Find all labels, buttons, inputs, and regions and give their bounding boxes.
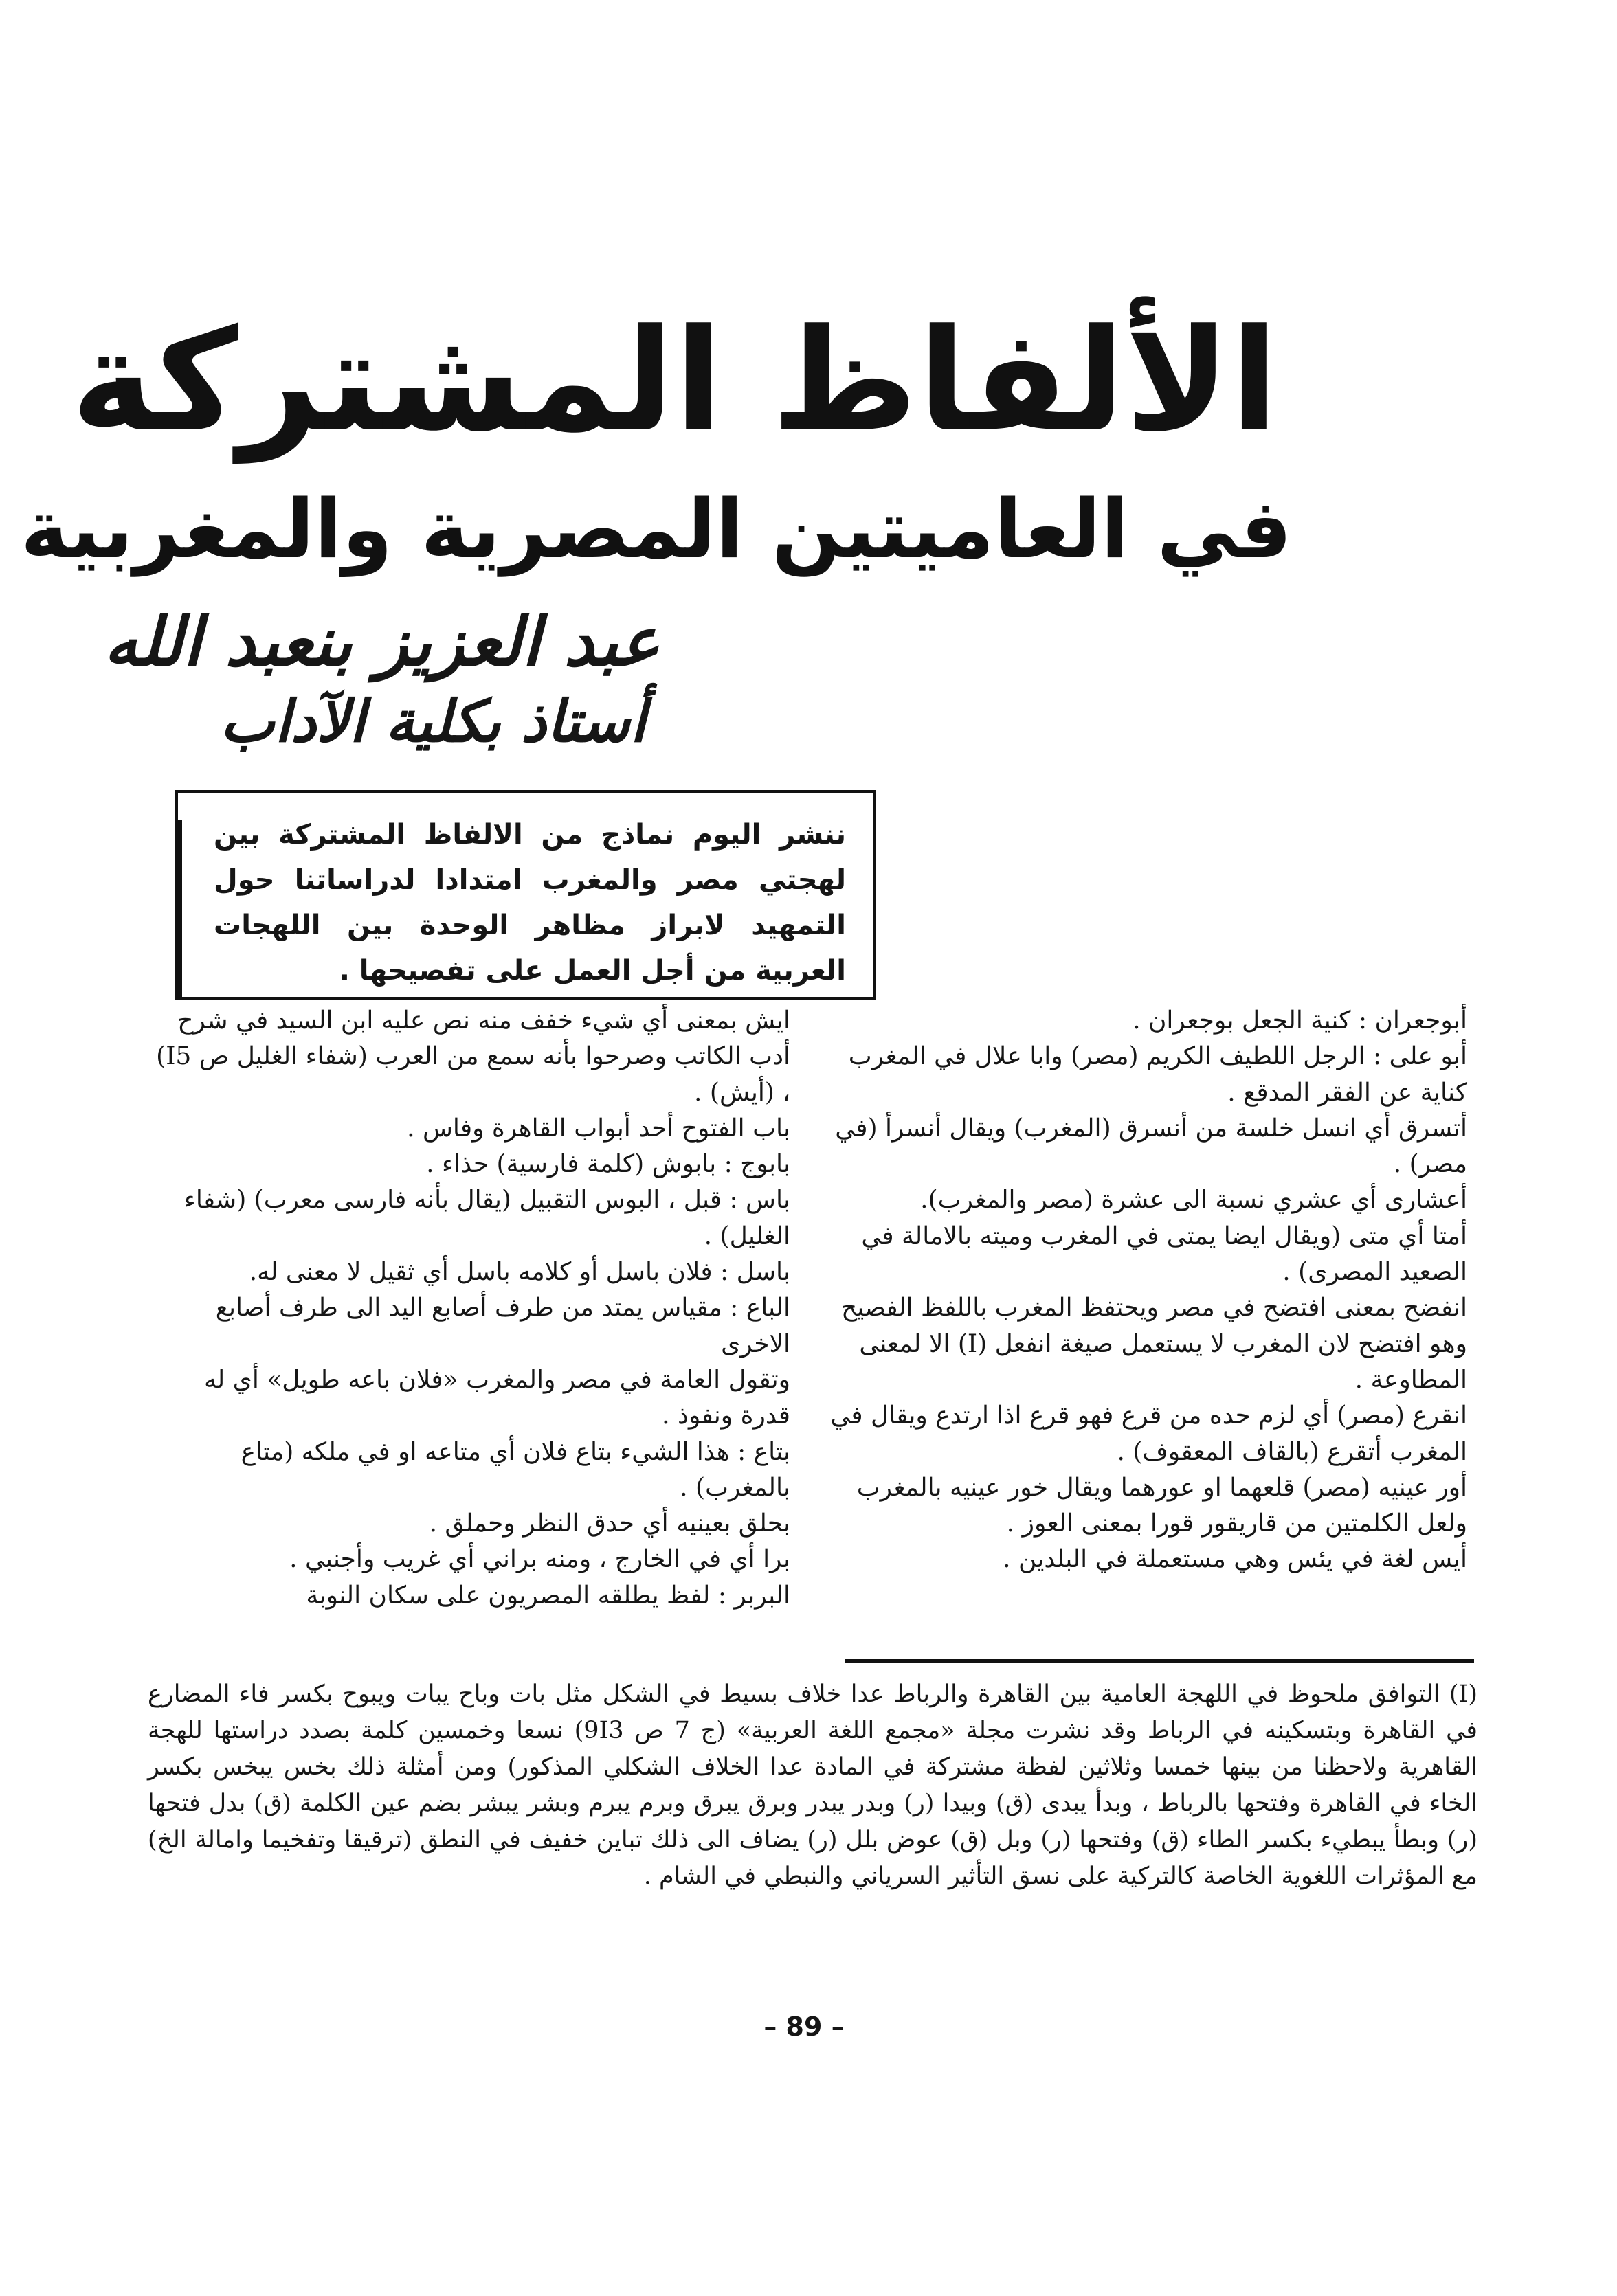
glossary-entry: باسل : فلان باسل أو كلامه باسل أي ثقيل لا معنى له. — [249, 1258, 790, 1287]
intro-box — [175, 790, 876, 1000]
article-title: الألفاظ المشتركة — [71, 300, 1278, 463]
glossary-entry: أبوجعران : كنية الجعل بوجعران . — [1133, 1006, 1467, 1035]
article-subtitle: في العاميتين المصرية والمغربية — [21, 482, 1292, 576]
author-name: عبد العزيز بنعبد الله — [104, 603, 660, 682]
glossary-entry: أبو على : الرجل اللطيف الكريم (مصر) وابا علال في المغرب كناية عن الفقر المدقع . — [848, 1042, 1467, 1107]
glossary-entry: وتقول العامة في مصر والمغرب «فلان باعه طويل» أي له قدرة ونفوذ . — [203, 1365, 790, 1430]
page-number: – 89 – — [763, 2012, 845, 2042]
intro-text: ننشر اليوم نماذج من الالفاظ المشتركة بين لهجتي مصر والمغرب امتدادا لدراساتنا حول التمهيد لابراز مظاهر الوحدة بين اللهجات العربية من أجل العمل على تفصيحها . — [214, 819, 846, 987]
glossary-entry: أعشارى أي عشري نسبة الى عشرة (مصر والمغرب). — [920, 1186, 1467, 1215]
glossary-entry: أمتا أي متى (ويقال ايضا يمتى في المغرب وميته بالامالة في الصعيد المصرى) . — [861, 1222, 1467, 1287]
left-column — [148, 1003, 790, 1614]
footnote: (I) التوافق ملحوظ في اللهجة العامية بين القاهرة والرباط عدا خلاف بسيط في الشكل مثل بات وباح يبات ويبوح بكسر فاء المضارع في القاهرة وبتسكينه في الرباط وقد نشرت مجلة «مجمع اللغة العربية» (ج 7 ص 9I3) نسعا وخمسين كلمة بصدد دراستها للهجة القاهرية ولاحظنا من بينها خمسا وثلاثين لفظة مشتركة في المادة عدا الخلاف الشكلي المذكور) ومن أمثلة ذلك بخس يبخس بكسر الخاء في القاهرة وفتحها بالرباط ، وبدأ يبدى (ق) وبيدا (ر) وبدر يبدر وبرق يبرق وبرم يبرم وبشر يبشر بضم عين الكلمة (ق) بدل فتحها (ر) وبطأ يبطيء بكسر الطاء (ق) وفتحها (ر) وبل (ق) عوض بلل (ر) يضاف الى ذلك تباين خفيف في النطق (ترقيقا وتفخيما وامالة الخ) مع المؤثرات اللغوية الخاصة كالتركية على نسق التأثير السرياني والنبطي في الشام . — [148, 1680, 1477, 1890]
author-affiliation: أستاذ بكلية الآداب — [220, 688, 646, 755]
footnote-divider — [845, 1659, 1474, 1663]
glossary-entry: انقرع (مصر) أي لزم حده من قرع فهو قرع اذا ارتدع ويقال في المغرب أتقرع (بالقاف المعقوف) . — [830, 1402, 1467, 1466]
glossary-entry: البربر : لفظ يطلقه المصريون على سكان النوبة — [306, 1581, 790, 1610]
glossary-entry: انفضح بمعنى افتضح في مصر ويحتفظ المغرب باللفظ الفصيح وهو افتضح لان المغرب لا يستعمل صيغة انفعل (I) الا لمعنى المطاوعة . — [841, 1294, 1467, 1394]
glossary-entry: بتاع : هذا الشيء بتاع فلان أي متاعه او في ملكه (متاع بالمغرب) . — [241, 1437, 790, 1502]
glossary-entry: ايش بمعنى أي شيء خفف منه نص عليه ابن السيد في شرح أدب الكاتب وصرحوا بأنه سمع من العرب (شفاء الغليل ص I5) ، (أيش) . — [156, 1006, 790, 1107]
glossary-entry: بابوج : بابوش (كلمة فارسية) حذاء . — [426, 1150, 790, 1179]
glossary-entry: أور عينيه (مصر) قلعهما او عورهما ويقال خور عينيه بالمغرب ولعل الكلمتين من قاريقور قورا بمعنى العوز . — [856, 1473, 1467, 1538]
right-column — [825, 1003, 1467, 1578]
glossary-entry: بحلق بعينيه أي حدق النظر وحملق . — [429, 1509, 790, 1538]
glossary-entry: برا أي في الخارج ، ومنه براني أي غريب وأجنبي . — [289, 1545, 790, 1574]
glossary-entry: باس : قبل ، البوس التقبيل (يقال بأنه فارسى معرب) (شفاء الغليل) . — [183, 1186, 790, 1250]
glossary-entry: أتسرق أي انسل خلسة من أنسرق (المغرب) ويقال أنسرأ (في مصر) . — [835, 1114, 1467, 1179]
glossary-entry: الباع : مقياس يمتد من طرف أصابع اليد الى طرف أصابع الاخرى — [215, 1294, 790, 1358]
glossary-entry: أيس لغة في يئس وهي مستعملة في البلدين . — [1003, 1545, 1467, 1574]
glossary-entry: باب الفتوح أحد أبواب القاهرة وفاس . — [407, 1114, 790, 1143]
